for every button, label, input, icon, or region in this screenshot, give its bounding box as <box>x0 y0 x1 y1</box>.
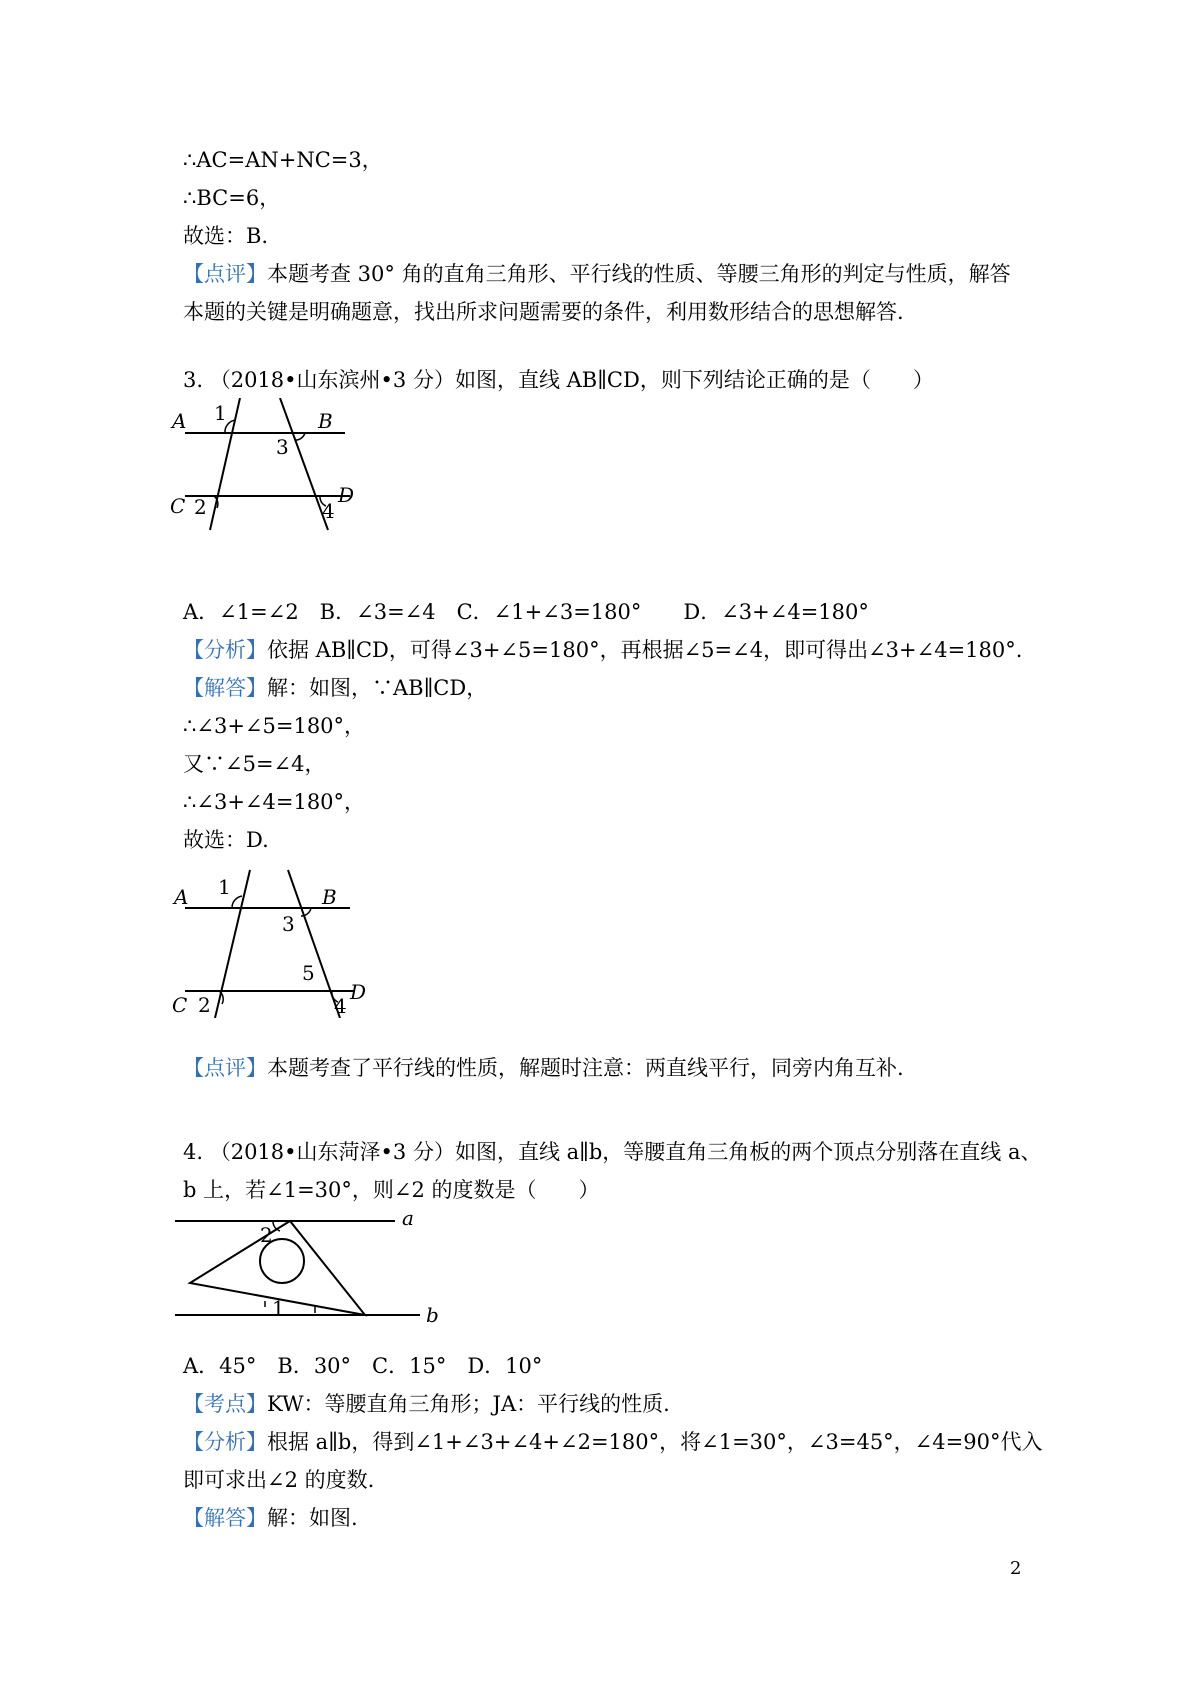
label-3: 3 <box>276 435 289 459</box>
figure-q3 <box>170 398 370 533</box>
answer-choice-q3: 故选：D. <box>183 828 269 852</box>
label-1: 1 <box>214 401 227 425</box>
label-D: D <box>350 980 367 1004</box>
point-tag: 【考点】 <box>183 1392 267 1416</box>
question-4-title-cont: b 上，若∠1=30°，则∠2 的度数是（ ） <box>183 1178 600 1202</box>
analysis-q4 <box>183 1428 1042 1456</box>
comment-tag: 【点评】 <box>183 1056 267 1080</box>
comment-text: 本题考查了平行线的性质，解题时注意：两直线平行，同旁内角互补. <box>267 1056 904 1080</box>
analysis-text: 依据 AB∥CD，可得∠3+∠5=180°，再根据∠5=∠4，即可得出∠3+∠4=180°. <box>267 638 1023 662</box>
answer-text: 解：如图. <box>267 1506 358 1530</box>
proof-line-bc: ∴BC=6， <box>183 186 281 210</box>
label-2: 2 <box>198 993 211 1017</box>
question-4-title: 4. （2018•山东菏泽•3 分）如图，直线 a∥b，等腰直角三角板的两个顶点分别落在直线 a、 <box>183 1140 1042 1164</box>
step-line-1: ∴∠3+∠5=180°， <box>183 714 366 738</box>
label-4: 4 <box>334 994 347 1018</box>
page-number: 2 <box>1010 1558 1022 1579</box>
label-1: 1 <box>272 1296 285 1320</box>
label-C: C <box>172 993 188 1017</box>
label-1: 1 <box>218 875 231 899</box>
analysis-text: 根据 a∥b，得到∠1+∠3+∠4+∠2=180°，将∠1=30°，∠3=45°，∠4=90°代入 <box>267 1430 1043 1454</box>
step-line-2: 又∵∠5=∠4， <box>183 752 326 776</box>
label-A: A <box>172 409 187 433</box>
label-B: B <box>318 409 333 433</box>
label-2: 2 <box>260 1223 273 1247</box>
label-2: 2 <box>194 495 207 519</box>
comment-tag: 【点评】 <box>183 262 267 286</box>
knowledge-point-q4 <box>183 1390 670 1418</box>
label-D: D <box>338 483 355 507</box>
figure-q3-solution <box>170 868 370 1018</box>
answer-q3 <box>183 674 487 702</box>
comment-q2 <box>183 260 1011 288</box>
proof-line-ac: ∴AC=AN+NC=3， <box>183 148 383 172</box>
answer-q4 <box>183 1504 358 1532</box>
comment-text: 本题考查 30° 角的直角三角形、平行线的性质、等腰三角形的判定与性质，解答 <box>267 262 1011 286</box>
comment-q2-cont: 本题的关键是明确题意，找出所求问题需要的条件，利用数形结合的思想解答. <box>183 300 904 324</box>
analysis-tag: 【分析】 <box>183 1430 267 1454</box>
analysis-q3 <box>183 636 1022 664</box>
label-5: 5 <box>302 961 315 985</box>
label-C: C <box>170 494 186 518</box>
question-3-options: A．∠1=∠2 B．∠3=∠4 C．∠1+∠3=180° D．∠3+∠4=180° <box>183 600 869 624</box>
answer-choice-q2: 故选：B. <box>183 224 269 248</box>
label-A: A <box>174 885 189 909</box>
point-text: KW：等腰直角三角形；JA：平行线的性质. <box>267 1392 670 1416</box>
label-a: a <box>402 1206 414 1230</box>
step-line-3: ∴∠3+∠4=180°， <box>183 790 366 814</box>
question-3-title: 3. （2018•山东滨州•3 分）如图，直线 AB∥CD，则下列结论正确的是（ ） <box>183 368 934 392</box>
label-b: b <box>426 1303 439 1327</box>
label-3: 3 <box>282 912 295 936</box>
label-B: B <box>322 885 337 909</box>
question-4-options: A．45° B．30° C．15° D．10° <box>183 1354 543 1378</box>
comment-q3 <box>183 1054 904 1082</box>
answer-tag: 【解答】 <box>183 676 267 700</box>
answer-text: 解：如图，∵AB∥CD， <box>267 676 488 700</box>
analysis-tag: 【分析】 <box>183 638 267 662</box>
analysis-q4-cont: 即可求出∠2 的度数. <box>183 1468 375 1492</box>
figure-q4 <box>170 1205 440 1335</box>
label-4: 4 <box>322 499 335 523</box>
answer-tag: 【解答】 <box>183 1506 267 1530</box>
